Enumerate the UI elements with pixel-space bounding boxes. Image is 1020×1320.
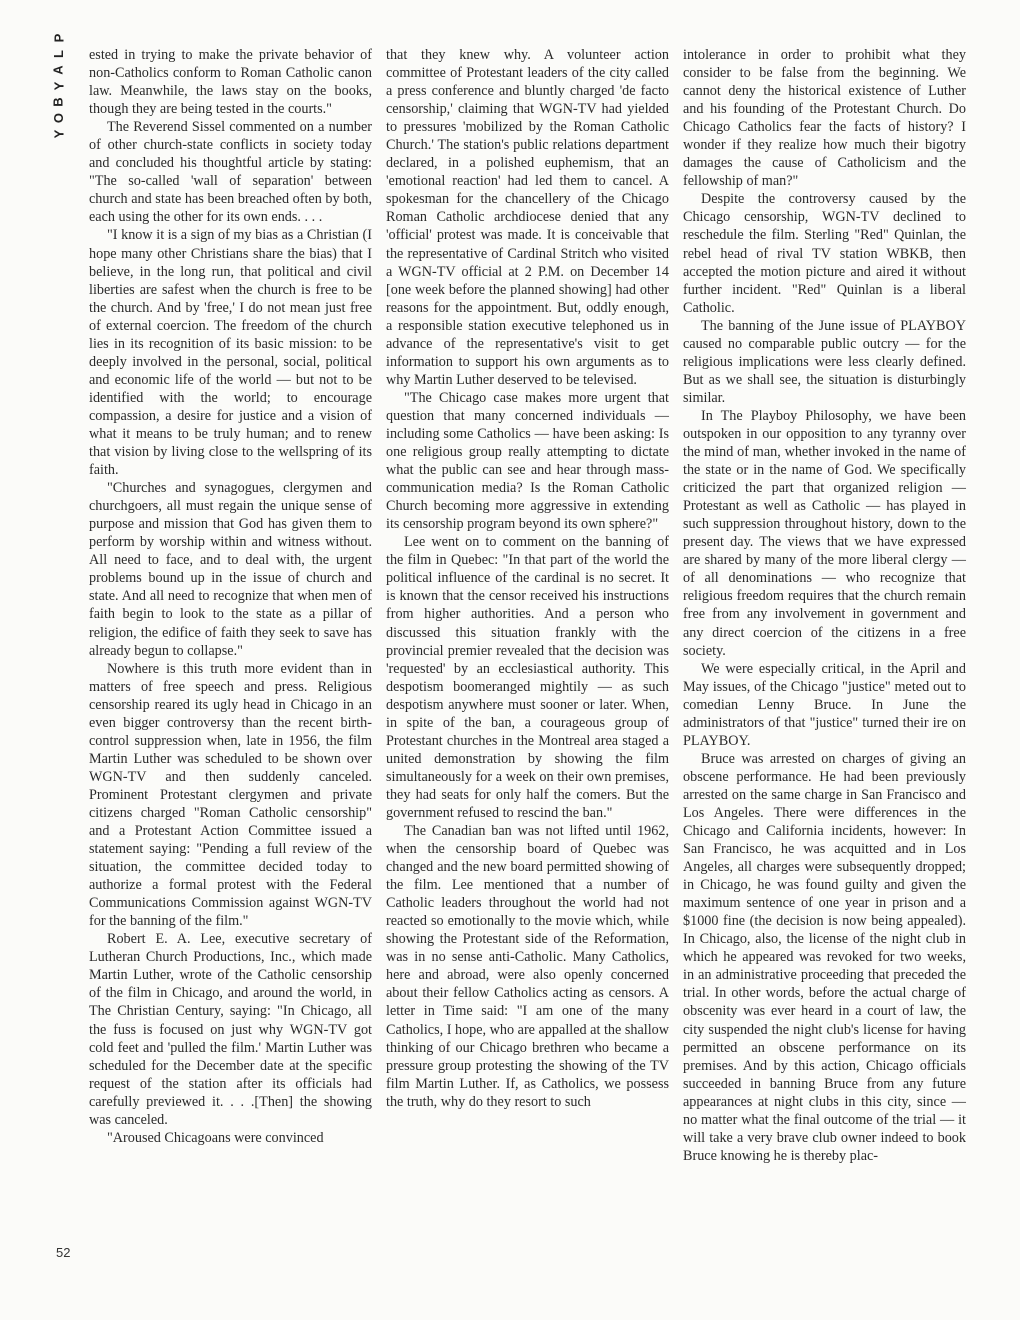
magazine-letter: P	[50, 33, 66, 43]
paragraph: In The Playboy Philosophy, we have been outspoken in our opposition to any tyranny over the mind of man, whether invoked in the name of the state or in the name of God. We specifically criticized the part that organized religion — Protestant as well as Catholic — has played in such suppression throughout history, down to the present day. The views that we have expressed are shared by many of the more liberal clergy — of all denominations — who recognize that religious freedom requires that the church remain free from any involvement in government and any direct coercion of the citizens in a free society.	[683, 407, 966, 659]
paragraph: The banning of the June issue of PLAYBOY caused no comparable public outcry — for the religious implications were less clearly defined. But as we shall see, the situation is disturbingly similar.	[683, 317, 966, 406]
text-column-3	[683, 46, 966, 1165]
paragraph: Despite the controversy caused by the Chicago censorship, WGN-TV declined to reschedule the film. Sterling "Red" Quinlan, the rebel head of rival TV station WBKB, then accepted the motion picture and aired it without further incident. "Red" Quinlan is a liberal Catholic.	[683, 191, 966, 316]
page-number: 52	[56, 1245, 71, 1260]
paragraph: Nowhere is this truth more evident than in matters of free speech and press. Religious censorship reared its ugly head in Chicago in an even bigger controversy than the recent birth-control suppression when, late in 1956, the film Martin Luther was scheduled to be shown over WGN-TV and then suddenly canceled. Prominent Protestant clergymen and private citizens charged "Roman Catholic censorship" and a Protestant Action Committee issued a statement saying: "Pending a full review of the situation, the committee decided today to authorize a formal protest with the Federal Communications Commission against WGN-TV for the banning of the film."	[89, 660, 372, 930]
paragraph: "The Chicago case makes more urgent that question that many concerned individuals — including some Catholics — have been asking: Is one religious group really attempting to dictate what the public can see and hear through mass-communication media? Is the Roman Catholic Church becoming more aggressive in extending its censorship program beyond its own sphere?"	[386, 389, 669, 533]
magazine-letter: B	[50, 97, 66, 107]
paragraph: that they knew why. A volunteer action committee of Protestant leaders of the city called a press conference and bluntly charged 'de facto censorship,' claiming that WGN-TV had yielded to pressures 'mobilized by the Roman Catholic Church.' The station's public relations department declared, in a polished euphemism, that an 'emotional reaction' had led them to cancel. A spokesman for the chancellery of the Chicago Roman Catholic archdiocese denied that any 'official' protest was made. It is conceivable that the representative of Cardinal Stritch who visited a WGN-TV official at 2 P.M. on December 14 [one week before the planned showing] had other reasons for the appointment. But, oddly enough, a responsible station executive telephoned us in advance of the representative's visit to get information to support his own arguments as to why Martin Luther deserved to be televised.	[386, 47, 669, 388]
paragraph: The Reverend Sissel commented on a number of other church-state conflicts in society today and concluded his thoughtful article by stating: "The so-called 'wall of separation' between church and state has been breached often by both, each using the other for its own ends. . . .	[89, 119, 372, 226]
magazine-letter: Y	[50, 81, 66, 91]
paragraph: intolerance in order to prohibit what they consider to be false from the beginning. We cannot deny the historical existence of Luther and his founding of the Protestant Church. Do Chicago Catholics fear the facts of history? I wonder if they realize how much their bigotry damages the cause of Catholicism and the fellowship of man?"	[683, 47, 966, 190]
magazine-letter: A	[50, 65, 66, 75]
paragraph: Bruce was arrested on charges of giving an obscene performance. He had been previously arrested on the same charge in San Francisco and Los Angeles. There were differences in the Chicago and California incidents, however: In San Francisco, he was acquitted and in Los Angeles, all charges were subsequently dropped; in Chicago, he was found guilty and given the maximum sentence of one year in prison and a $1000 fine (the decision is now being appealed). In Chicago, also, the license of the night club in which he appeared was revoked for two weeks, in an administrative proceeding that preceded the trial. In other words, before the actual charge of obscenity was ever heard in a court of law, the city suspended the night club's license for having permitted an obscene performance on its premises. And by this action, Chicago officials succeeded in banning Bruce from any future appearances at night clubs in this city, since — no matter what the final outcome of the trial — it will take a very brave club owner indeed to book Bruce knowing he is thereby plac-	[683, 750, 966, 1164]
paragraph: "Churches and synagogues, clergymen and churchgoers, all must regain the unique sense of purpose and mission that God has given them to perform by worship within and witness without. All need to face, and to deal with, the urgent problems bound up in the issue of church and state. And all need to recognize that when men of faith begin to look to the state as a pillar of religion, the edifice of faith they seek to save has already begun to collapse."	[89, 480, 372, 659]
magazine-letter: Y	[50, 129, 66, 139]
paragraph: We were especially critical, in the April and May issues, of the Chicago "justice" meted out to comedian Lenny Bruce. In June the administrators of that "justice" turned their ire on PLAYBOY.	[683, 660, 966, 749]
paragraph: ested in trying to make the private behavior of non-Catholics conform to Roman Catholic canon law. Meanwhile, the laws stay on the books, though they are being tested in the courts."	[89, 47, 372, 118]
magazine-letter: L	[50, 50, 66, 58]
paragraph: The Canadian ban was not lifted until 1962, when the censorship board of Quebec was changed and the new board permitted showing of the film. Lee mentioned that a number of Catholic leaders throughout the world had not reacted so emotionally to the movie which, while showing the Protestant side of the Reformation, was in no sense anti-Catholic. Many Catholics, here and abroad, were also openly concerned about their fellow Catholics acting as censors. A letter in Time said: "I am one of the many Catholics, I hope, who are appalled at the shallow thinking of our Chicago brethren who became a pressure group protesting the showing of the TV film Martin Luther. If, as Catholics, we possess the truth, why do they resort to such	[386, 823, 669, 1110]
paragraph: "I know it is a sign of my bias as a Christian (I hope many other Christians share the bias) that I believe, in the long run, that political and civil liberties are safest when the church is free to be the church. And by 'free,' I do not mean just free of external coercion. The freedom of the church lies in its recognition of its basic mission: to be deeply involved in the personal, social, political and economic life of the world — but not to be identified with the world; to encourage compassion, a desire for justice and a vision of what it means to be truly human; and to renew that vision by living close to the wellspring of its faith.	[89, 227, 372, 479]
paragraph: "Aroused Chicagoans were convinced	[107, 1129, 324, 1146]
paragraph: Lee went on to comment on the banning of the film in Quebec: "In that part of the world the political influence of the cardinal is no secret. It is known that the censor received his instructions from higher authorities. And a person who discussed this situation frankly with the provincial premier revealed that the decision was 'requested' by an ecclesiastical authority. This despotism boomeranged mightily — as such despotism anywhere must sooner or later. When, in spite of the ban, a courageous group of Protestant churches in the Montreal area staged a united demonstration by showing the film simultaneously for a week on their own premises, they had seats for only half the comers. But the government refused to rescind the ban."	[386, 534, 669, 821]
text-column-1	[89, 46, 372, 1147]
magazine-letter: O	[51, 112, 66, 124]
paragraph: Robert E. A. Lee, executive secretary of Lutheran Church Productions, Inc., which made Martin Luther, wrote of the Catholic censorship of the film in Chicago, and around the world, in The Christian Century, saying: "In Chicago, all the fuss is focused on just why WGN-TV got cold feet and 'pulled the film.' Martin Luther was scheduled for the December date at the specific request of the station after its officials had carefully previewed it. . . .[Then] the showing was canceled.	[89, 931, 372, 1128]
text-column-2	[386, 46, 669, 1111]
magazine-name-vertical	[48, 30, 70, 142]
